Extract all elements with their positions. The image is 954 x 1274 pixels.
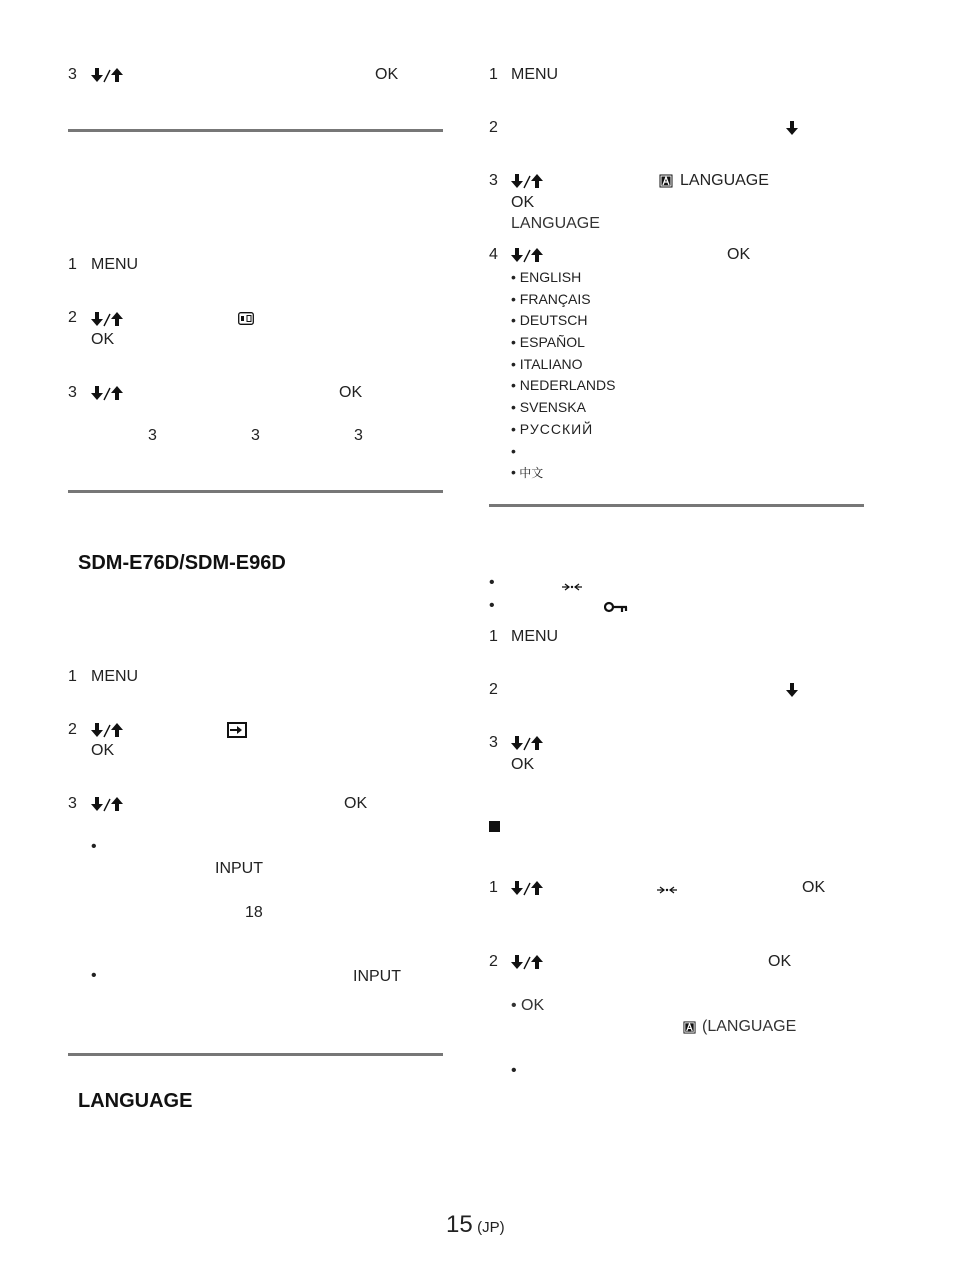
language-label: LANGUAGE — [680, 172, 769, 189]
language-menu-label: LANGUAGE — [511, 215, 600, 232]
key-icon — [604, 600, 628, 618]
list-item: • ENGLISH — [511, 269, 582, 285]
step-number: 1 — [68, 668, 77, 685]
ok-label: OK — [91, 742, 115, 759]
ok-label: OK — [344, 795, 368, 812]
page-number — [446, 1211, 505, 1239]
section-divider — [68, 490, 443, 493]
list-item: • — [511, 442, 516, 459]
list-item: • NEDERLANDS — [511, 377, 616, 394]
step-number: 2 — [489, 119, 498, 136]
down-up-arrow-icon — [511, 879, 543, 897]
down-arrow-icon — [786, 120, 798, 141]
down-up-arrow-icon — [511, 953, 543, 971]
input-label: INPUT — [215, 860, 263, 877]
square-marker-icon — [489, 821, 500, 832]
value-number: 3 — [251, 427, 260, 444]
down-up-arrow-icon — [511, 172, 543, 190]
language-option: РУССКИЙ — [519, 420, 594, 437]
language-heading: LANGUAGE — [78, 1090, 193, 1112]
section-divider — [68, 129, 443, 132]
language-icon — [683, 1021, 696, 1039]
down-up-arrow-icon — [91, 66, 123, 84]
down-up-arrow-icon — [91, 795, 123, 813]
value-number: 3 — [354, 427, 363, 444]
page-number-value: 15 — [446, 1211, 473, 1238]
menu-label: MENU — [511, 66, 559, 83]
menu-label: MENU — [91, 668, 139, 685]
model-heading: SDM-E76D/SDM-E96D — [78, 552, 286, 574]
step-number: 3 — [68, 795, 77, 812]
list-item: • 中文 — [511, 464, 544, 481]
step-number: 4 — [489, 246, 498, 263]
down-up-arrow-icon — [511, 246, 543, 264]
ok-label: OK — [511, 194, 535, 211]
language-option: DEUTSCH — [519, 312, 588, 329]
down-up-arrow-icon — [91, 384, 123, 402]
bullet: • — [91, 838, 97, 855]
bullet: • — [91, 967, 97, 984]
list-item: • DEUTSCH — [511, 312, 588, 329]
connector-icon — [657, 882, 677, 900]
page-language-suffix: (JP) — [477, 1219, 505, 1236]
ok-label: OK — [727, 246, 751, 263]
connector-icon — [562, 579, 582, 597]
language-option: 中文 — [519, 466, 544, 481]
step-number: 3 — [489, 172, 498, 189]
ok-label: OK — [511, 756, 535, 773]
down-up-arrow-icon — [91, 721, 123, 739]
bullet: • — [489, 574, 495, 591]
list-item: • РУССКИЙ — [511, 420, 594, 437]
ok-label: OK — [802, 879, 826, 896]
page-reference: 18 — [245, 904, 263, 921]
language-note: (LANGUAGE — [702, 1018, 797, 1035]
step-number: 1 — [489, 628, 498, 645]
step-number: 3 — [68, 384, 77, 401]
step-number: 3 — [489, 734, 498, 751]
language-list — [511, 268, 851, 485]
value-number: 3 — [148, 427, 157, 444]
ok-label: OK — [375, 66, 399, 83]
list-item: • SVENSKA — [511, 399, 586, 416]
step-number: 2 — [68, 721, 77, 738]
ok-label: OK — [91, 331, 115, 348]
language-option: FRANÇAIS — [519, 290, 591, 307]
ok-label: OK — [339, 384, 363, 401]
down-up-arrow-icon — [91, 310, 123, 328]
step-number: 2 — [489, 953, 498, 970]
menu-label: MENU — [91, 256, 139, 273]
step-number: 1 — [68, 256, 77, 273]
language-option: ITALIANO — [519, 355, 583, 372]
step-number: 2 — [68, 309, 77, 326]
screen-icon — [238, 312, 254, 330]
step-number: 1 — [489, 879, 498, 896]
down-up-arrow-icon — [511, 734, 543, 752]
language-icon — [659, 174, 673, 193]
step-number: 2 — [489, 681, 498, 698]
note-ok: • OK — [511, 997, 545, 1014]
step-number: 1 — [489, 66, 498, 83]
language-option: ENGLISH — [519, 269, 582, 285]
language-option: NEDERLANDS — [519, 377, 616, 394]
down-arrow-icon — [786, 682, 798, 703]
menu-label: MENU — [511, 628, 559, 645]
ok-label: OK — [768, 953, 792, 970]
bullet: • — [511, 1062, 517, 1079]
step-number: 3 — [68, 66, 77, 83]
input-icon — [227, 722, 247, 743]
list-item: • FRANÇAIS — [511, 290, 591, 307]
bullet: • — [489, 597, 495, 614]
section-divider — [68, 1053, 443, 1056]
list-item: • ESPAÑOL — [511, 334, 585, 351]
input-label: INPUT — [353, 968, 401, 985]
language-option: ESPAÑOL — [519, 334, 585, 351]
language-option: SVENSKA — [519, 399, 586, 416]
list-item: • ITALIANO — [511, 355, 583, 372]
section-divider — [489, 504, 864, 507]
